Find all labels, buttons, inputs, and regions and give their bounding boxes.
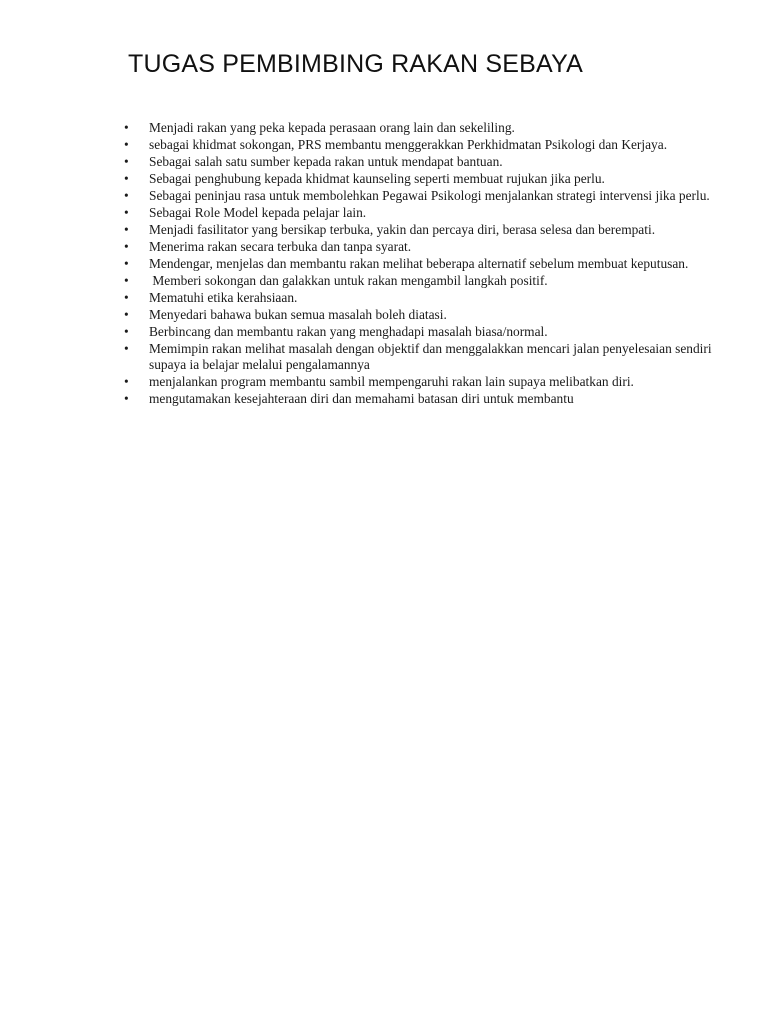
duty-list <box>123 120 723 408</box>
list-item <box>123 307 723 324</box>
bullet-icon: • <box>124 374 129 390</box>
list-item-text: Sebagai peninjau rasa untuk membolehkan Pegawai Psikologi menjalankan strategi intervensi jika perlu. <box>149 187 710 203</box>
list-item-text: Berbincang dan membantu rakan yang menghadapi masalah biasa/normal. <box>149 323 548 339</box>
bullet-icon: • <box>124 204 129 220</box>
list-item-text: Sebagai salah satu sumber kepada rakan untuk mendapat bantuan. <box>149 153 503 169</box>
bullet-icon: • <box>124 238 129 254</box>
list-item <box>123 171 723 188</box>
list-item <box>123 341 723 374</box>
list-item-text: Mematuhi etika kerahsiaan. <box>149 289 298 305</box>
list-item-text: Menyedari bahawa bukan semua masalah boleh diatasi. <box>149 306 447 322</box>
list-item <box>123 391 723 408</box>
bullet-icon: • <box>124 391 129 407</box>
list-item <box>123 188 723 205</box>
list-item-text: Memberi sokongan dan galakkan untuk rakan mengambil langkah positif. <box>149 272 548 288</box>
bullet-icon: • <box>124 306 129 322</box>
bullet-icon: • <box>124 255 129 271</box>
bullet-icon: • <box>124 120 129 135</box>
bullet-icon: • <box>124 153 129 169</box>
list-item <box>123 324 723 341</box>
bullet-icon: • <box>124 170 129 186</box>
document-title: TUGAS PEMBIMBING RAKAN SEBAYA <box>128 50 583 78</box>
list-item-text: Menjadi fasilitator yang bersikap terbuka, yakin dan percaya diri, berasa selesa dan berempati. <box>149 221 656 237</box>
bullet-icon: • <box>124 340 129 356</box>
list-item-text: Menerima rakan secara terbuka dan tanpa syarat. <box>149 238 412 254</box>
bullet-icon: • <box>124 289 129 305</box>
list-item-text: sebagai khidmat sokongan, PRS membantu menggerakkan Perkhidmatan Psikologi dan Kerjaya. <box>149 136 668 152</box>
list-item <box>123 290 723 307</box>
list-item <box>123 154 723 171</box>
bullet-icon: • <box>124 221 129 237</box>
list-item <box>123 222 723 239</box>
list-item-text: Sebagai Role Model kepada pelajar lain. <box>149 204 367 220</box>
bullet-icon: • <box>124 136 129 152</box>
list-item-text: Memimpin rakan melihat masalah dengan objektif dan menggalakkan mencari jalan penyelesaian sendiri supaya ia belajar melalui pengalamannya <box>149 340 712 373</box>
list-item <box>123 256 723 273</box>
list-item-text: menjalankan program membantu sambil mempengaruhi rakan lain supaya melibatkan diri. <box>149 374 634 390</box>
list-item <box>123 273 723 290</box>
list-item <box>123 137 723 154</box>
bullet-icon: • <box>124 187 129 203</box>
list-item <box>123 374 723 391</box>
list-item-text: Menjadi rakan yang peka kepada perasaan orang lain dan sekeliling. <box>149 120 515 135</box>
list-item-text: mengutamakan kesejahteraan diri dan memahami batasan diri untuk membantu <box>149 391 574 407</box>
list-item <box>123 239 723 256</box>
bullet-icon: • <box>124 272 129 288</box>
list-item-text: Sebagai penghubung kepada khidmat kaunseling seperti membuat rujukan jika perlu. <box>149 170 605 186</box>
bullet-icon: • <box>124 323 129 339</box>
list-item <box>123 205 723 222</box>
list-item <box>123 120 723 137</box>
list-item-text: Mendengar, menjelas dan membantu rakan melihat beberapa alternatif sebelum membuat keputusan. <box>149 255 689 271</box>
